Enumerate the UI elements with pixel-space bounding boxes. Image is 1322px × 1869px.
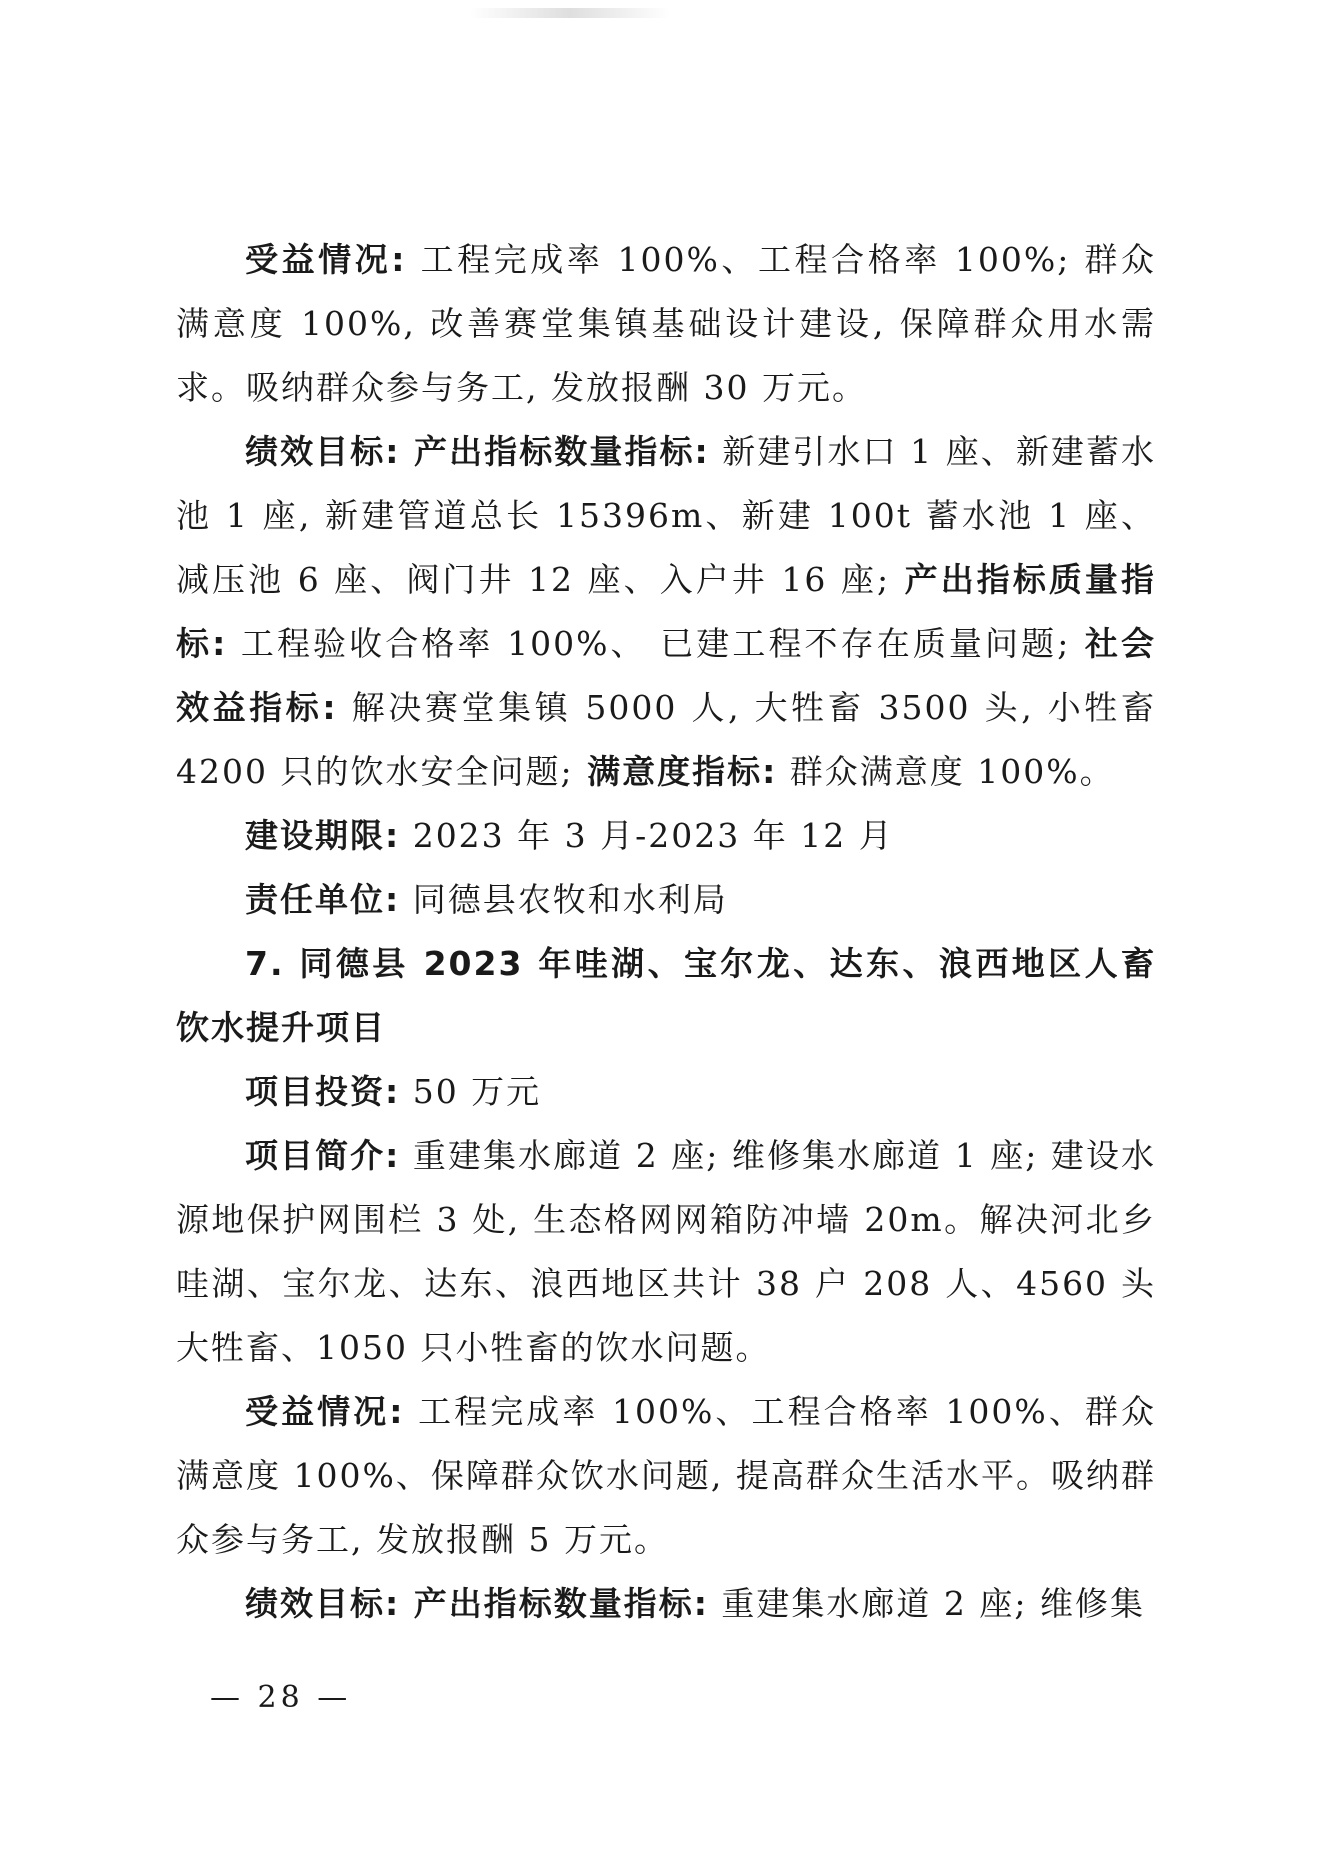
paragraph-performance-2 — [176, 1572, 1156, 1636]
paragraph-benefit-1 — [176, 228, 1156, 420]
label-benefit-2: 受益情况: — [245, 1392, 405, 1431]
text-benefit: 工程完成率 100%、工程合格率 100%; 群众满意度 100%, 改善赛堂集镇基础设计建设, 保障群众用水需求。吸纳群众参与务工, 发放报酬 30 万元。 — [176, 240, 1157, 407]
text-introduction: 重建集水廊道 2 座; 维修集水廊道 1 座; 建设水源地保护网围栏 3 处, 生态格网网箱防冲墙 20m。解决河北乡哇湖、宝尔龙、达东、浪西地区共计 38 户 208 人、4560 头大牲畜、1050 只小牲畜的饮水问题。 — [176, 1136, 1157, 1367]
label-satisfaction: 满意度指标: — [573, 752, 778, 791]
label-performance: 绩效目标: — [245, 432, 401, 471]
text-output-quality: 工程验收合格率 100%、 已建工程不存在质量问题; — [227, 624, 1071, 663]
paragraph-investment — [176, 1060, 1156, 1124]
page-number: — 28 — — [210, 1680, 352, 1715]
paragraph-responsible-unit — [176, 868, 1156, 932]
project-heading: 7. 同德县 2023 年哇湖、宝尔龙、达东、浪西地区人畜饮水提升项目 — [176, 944, 1156, 1047]
paragraph-benefit-2 — [176, 1380, 1156, 1572]
label-performance-2: 绩效目标: — [245, 1584, 401, 1623]
text-satisfaction: 群众满意度 100%。 — [777, 752, 1115, 791]
text-responsible-unit: 同德县农牧和水利局 — [400, 880, 728, 919]
label-introduction: 项目简介: — [245, 1136, 401, 1175]
label-social-benefit: 社会效益指标: — [176, 624, 1156, 727]
text-output-quantity: 新建引水口 1 座、新建蓄水池 1 座, 新建管道总长 15396m、新建 100t 蓄水池 1 座、减压池 6 座、阀门井 12 座、入户井 16 座; — [176, 432, 1157, 599]
paragraph-construction-period — [176, 804, 1156, 868]
paragraph-introduction — [176, 1124, 1156, 1380]
text-output-quantity-2: 重建集水廊道 2 座; 维修集 — [708, 1584, 1145, 1623]
text-social-benefit: 解决赛堂集镇 5000 人, 大牲畜 3500 头, 小牲畜 4200 只的饮水安全问题; — [176, 688, 1157, 791]
text-investment: 50 万元 — [400, 1072, 542, 1111]
label-output-quality: 产出指标质量指标: — [176, 560, 1156, 663]
text-construction-period: 2023 年 3 月-2023 年 12 月 — [400, 816, 894, 855]
label-benefit: 受益情况: — [245, 240, 407, 279]
text-benefit-2: 工程完成率 100%、工程合格率 100%、群众满意度 100%、保障群众饮水问题, 提高群众生活水平。吸纳群众参与务工, 发放报酬 5 万元。 — [176, 1392, 1156, 1559]
label-construction-period: 建设期限: — [245, 816, 401, 855]
scan-artifact — [470, 8, 670, 18]
label-responsible-unit: 责任单位: — [245, 880, 401, 919]
paragraph-performance-1 — [176, 420, 1156, 804]
label-output-quantity-2: 产出指标数量指标: — [400, 1584, 709, 1623]
label-output-quantity: 产出指标数量指标: — [400, 432, 710, 471]
document-body — [176, 228, 1156, 1636]
label-investment: 项目投资: — [245, 1072, 401, 1111]
